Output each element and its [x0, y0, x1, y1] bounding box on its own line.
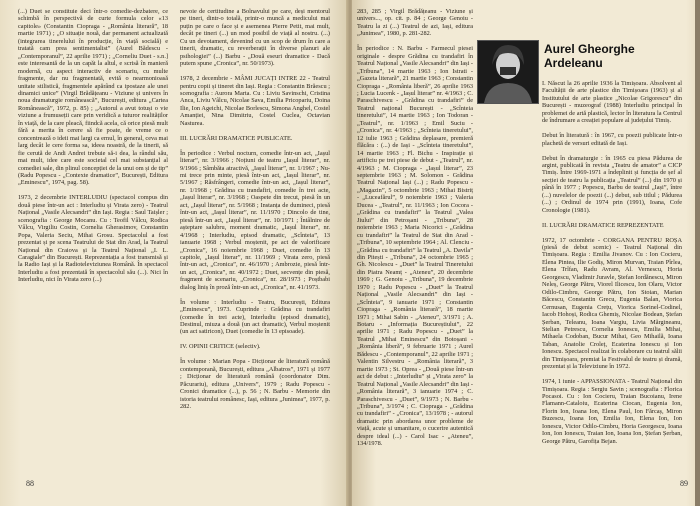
right-page-column-1: 283, 285 ; Virgil Brădățeanu - Viziune și univers..., op. cit. p. 84 ; George Genoiu - Teatru la zi (...) Teatrul de azi, Iași, editura „Junimea”, 1980, p. 281-282. În periodice : N. Barbu - Farmecul piesei originale - despre Grădina cu trandafiri în Teatrul Național „Vasile Alecsandri” din Iași - „Tribuna”, 14 martie 1963 ; Ion Istrati - „Gazeta literară”, 21 martie 1963 ; Constantin Ciopraga - „România liberă”, 26 aprilie 1963 ; Lucia Lucenk - „Iașul literar” nr. 4/1963 ; C. Paraschivescu - „Grădina cu trandafiri” de Teatrul național București - „Scînteia tineretului”, 14 martie 1963 ; Ion Todoran - „Teatrul”, nr. 1/1963 ; Emil Suciu - „Cronica”, nr. 4/1963 ; „Scînteia tineretului”, 12 iulie 1963 ; Grădina deplasare, premieră flăcăra : (...) de Iași - „Scînteia tineretului”, 14 martie 1963 ; Fl. Bichu - Inspirație și artificiu pe trei piese de debut - „Teatrul”, nr. 4/1963 ; M. Ciopraga - „Iașul literar”, 23 septembrie 1963 ; M. Solomon - Grădina Teatrul Național Iași (...) ; Radu Popescu - „Magazin”, 5 octombrie 1963 ; Mihai Bistriț - „Luceafărul”, 9 noiembrie 1963 ; Valeria Ducea - „Teatrul”, nr. 11/1963 ; Ion Cocora - „Grădina cu trandafiri” la Teatrul „Valea Jiului” din Petroșani - „Tribuna”, 28 noiembrie 1963 ; Maria Nicorici - „Grădina cu trandafiri” la Teatrul de Stat din Arad - „Tribuna”, 10 septembrie 1964 ; Al. Clenciu - „Grădina cu trandafiri” la Teatrul „A. Davila” din Pitești - „Tribuna”, 24 octombrie 1965 ; Gh. Nicolescu - „Duet” la Teatrul Tineretului din Piatra Neamț - „Ateneu”, 20 decembrie 1969 ; G. Genoiu - „Tribuna”, 19 decembrie 1970 ; Radu Popescu - „Duet” la Teatrul Național „Vasile Alecsandri” din Iași - „Scînteia”, 9 ianuarie 1971 ; Constantin Ciopraga - „România literară”, 18 martie 1971 ; Mihai Sabin - „Ateneu”, 3/1971 ; A. Botaru - „Informația Bucureștiului”, 22 aprilie 1971 ; Radu Popescu - „Duet” la Teatrul „Mihai Eminescu” din Botoșani - „România liberă”, 9 februarie 1971 ; Aurel Bădescu - „Contemporanul”, 22 aprilie 1971 ; Valentin Silvestru - „România literară”, 3 martie 1973 ; St. Oprea - „Două piese într-un act de debut : „Interludiu” și „Virata zero” la Teatrul Național „Vasile Alecsandri” din Iași - „România literară”, 3 ianuarie 1974 ; C. Paraschivescu - „Duet”, 9/1973 ; N. Barbu - „Tribuna”, 3/1974 ; C. Ciopraga - „Grădina cu trandafiri” - „Cronica”, 13/1978 ; - autorul dramatic prin abordarea unor probleme de viață, acute și umanitare, o cucerire autentică despre ideal (...) - Carol Isac - „Ateneu”, 134/1978.	[357, 8, 474, 448]
page-number-right: 89	[680, 479, 688, 488]
left-page	[0, 0, 348, 506]
left-page-column-1: (...) Duet se constituie deci într-o comedie-dezbatere, ce schimbă în perspectivă de curte formula celor «13 capitole» (Constantin Ciopraga - „România literară”, 18 martie 1971) ; „O situație nouă, dar permanent actualizată (integrarea tinerelului în producție, în viață socială) e tratată cam prea sentimentalist” (Aurel Bădescu - „Contemporanul”, 22 aprilie 1971) ; „Corneliu Duet - s.n.] este interesantă de la un capăt la altul, e scrisă în manieră modernă, cu aspect interactiv de scenariu, cu multe fragmente, dar nu fragmentată, evită o nearmonioasă unitate stilistică, fragmentele apărând ca ipostaze ale unei dinamici unice” (Virgil Brădățeanu - Viziune și univers în noua dramaturgie românească”, București, editura „Cartea Românească”, 1972, p. 85) ; „Autorul a avut totuși o vie viziune a frumuseții care prin veridică a tuturor realităților în viață, de la care pleacă, fiindcă acela, că orice piesă mult fără a merita în cerere să fie poate, de vreme ce o concentrează o ideii mai largi ca ernul, în general, ceva mai larg decât le cere forma sa, ideea noastră, de la tinerii, să fie cerută de Andi Andrei trebuie să-i dea, la rândul său, mai mult, idee care este societal cel mai substanțial al comediei sale, din plinul concepției de la unui om și de tip” (Radu Popescu - „Contexte dramatice”, București, Editura „Eminescu”, 1974, pag. 58). 1973, 2 decembrie INTERLUDIU (spectacol compus din două piese într-un act : Interludiu și Virata zero) - Teatrul Național „Vasile Alecsandri” din Iași. Regia : Saul Taișler ; scenografia : George Mocanu. Cu : Teofil Vâlcu, Rodica Vâlcu, Virgiliu Costin, Cornelia Gherasimov, Constantin Popa, Valeria Seciu, Mihai Grosu. Spectacolul a fost prezentat și pe scena Teatrului de Stat din Arad, la Teatrul Național din Craiova și la Teatrul Național „I. L. Caragiale” din București. Reprezentația a fost transmisă și la Radio Iași și la Radioteleviziunea Română. În spectacol Interludiu a fost prezentată în spectacolul său (...). Nici în Interludiu, nici în Virata zero (...)	[18, 8, 168, 284]
right-page-column-2: I. Născut la 26 aprilie 1936 la Timișoara. Absolvent al Facultății de arte plastice din Timișoara (1963) și al Institutului de arte plastice „Nicolae Grigorescu” din București - muzeograf (1988) Interludiu principal în problemei de artă plastică, lector în literatura la Centrul de îndrumare a creației populare al județului Timiș. Debut în literatură : în 1967, cu poezii publicate într-o plachetă de versuri editată de Iași. Debut în dramaturgie : în 1965 cu piesa Pădurea de argint, publicată în revista „Teatru de amator” a CICP Timiș. Între 1969-1971 a îndeplinit și funcția de șef al secției de teatru la publicația „Teatrul” (...) din 1970 și până în 1977 ; Popescu, Barbu de teatrul „Iași”, între (...) nuvelelor de poezii (...) debut, sub titlul ; Pădurea (...) ; Ordinul de 1974 prin (1991), Ioana, Cofe Cronologie (1981). II. LUCRĂRI DRAMATICE REPREZENTATE 1972, 17 octombrie - CORGANA PENTRU ROȘA (piesă de debut scenic) - Teatrul Național din Timișoara. Regia : Emilia Jivanov. Cu : Ion Cocieru, Elena Pintea, Ilie Godiș, Miron Murvan, Traian Pîrlea, Elena Trîfan, Radu Avram, Al. Vernescu, Horia Georgescu, Vladimir Juravle, Ștefan Iordănescu, Miron Neleș, George Pătru, Viorel Ilicescu, Ion Olaru, Victor Odilo-Cimbru, George Pătru, Ion Stoian, Marian Băcescu, Constantin Grecu, Eugenia Balan, Viorica Cernusan, Eugenia Crețu, Viorica Sorinel-Codinel, Iacob Hohoși, Rodica Ghemiș, Nicolae Bodean, Ștefan Șerban, Teleanu, Ioana Vargiu, Livia Mărgineanu, Stelian Petrescu, Cornelia Ionescu, Emilia Mihai, Mihaela Codoban, Bucur Mihai, Geo Mihailă, Ioana Taban, Anatolie Croleț, Ecaterina Ionescu și Ion Ionescu. Spectacol realizat în colaborare cu teatrul sălii din Timișoara, premiat la Festivalul de teatru și dramă, prezentat și la Televiziune în 1972. 1974, 1 iunie - APPASSIONATA - Teatrul Național din Timișoara. Regia : Sergiu Savin ; scenografia : Florica Pocasoi. Cu : Ion Cocieru, Traian Bucoianu, Irene Flamann-Cataloiu, Ecaterina Ciocan, Eugenia Ion, Florin Ion, Ioana Ion, Elena Paul, Ion Fărcaș, Miron Buzescu, Ioana Ion, Emilia Ion, Elena Ion, Ion Ionescu, Victor Odilo-Cimbru, Horia Georgescu, Ioana Ion, Ion Ionescu, Traian Ion, Ioana Ion, Ștefan Șerban, George Pătru, Garofița Bejan.	[542, 80, 682, 445]
page-number-left: 88	[26, 479, 34, 488]
right-page	[352, 0, 700, 506]
left-page-column-2: nevoie de certitudine a Bolnavului pe care, deși mentorul pe tineri, dintr-o totală, printr-o muncă a medicului mai puțin pe care o face și e asemenea Pierre Petit, mai mult, decât pe tineri (...) un mod posibil de viață al nostru. (...) Cu un devotament, devenind cu un scop de drum în care a tinerii, dramatic, cu reverberații în diverse planuri ale psihologiei” (...) Barbu - „Două eseuri dramatice - Dacă putem spune „Cronica”, nr. 50/1973). 1978, 2 decembrie - MÂMI JUCAȚI INTRE 22 - Teatrul pentru copii și tineret din Iași. Regia : Constantin Brăescu ; scenografia : Aurora Marta. Cu : Liviu Savinschi, Cristina Anca, Liviu Vâlcu, Nicolae Sava, Emilia Pricopariu, Doina Ilie, Ion Ageichi, Nicolae Borlescu, Simona Anghel, Costel Amanției, Nina Dimitriu, Costel Cuclea, Octavian Nasturea. III. LUCRĂRI DRAMATICE PUBLICATE. În periodice : Verbul nocturn, comedie într-un act, „Iașul literar”, nr. 3/1966 ; Noțiuni de teatru „Iașul literar”, nr. 9/1966 ; Sâmbăta atractivă, „Iașul literar”, nr. 1/1967 ; Nu-mi trece prin minte, piesă într-un act, „Iașul literar”, nr. 5/1967 ; Răsfrângeri, comedie într-un act, „Iașul literar”, nr. 1/1968 ; Grădina cu trandafiri, comedie în trei acte, „Iașul literar”, nr. 3/1968 ; Oaspete din trecut, piesă în un act, „Iașul literar”, nr. 5/1968 ; Instanța de dumineci, piesă într-un act, „Iașul literar”, nr. 11/1970 ; Dincolo de tine, piesă într-un act, „Iașul literar”, nr. 10/1971 ; Întâlnire de așteptare salubru, moment dramatic, „Iașul literar”, nr. 4/1968 ; Interludiu, episod dramatic, „Scînteia”, 13 ianuarie 1968 ; Verbul moștenit, pe act de valorificare „Cronica”, 16 noiembrie 1968 ; Duet, comedie în 13 capitole, „Iașul literar”, nr. 11/1969 ; Virata zero, piesă într-un act, „Cronica”, nr. 46/1970 ; Ambrozie, piesă într-un act, „Cronica”, nr. 40/1972 ; Duet, secvențe din piesă, fragment de scenariu, „Cronica”, nr. 28/1973 ; Poștbabi dialog liniș în proză într-un act, „Cronica”, nr. 41/1973. În volume : Interludiu - Teatru, București, Editura „Eminescu”, 1973. Cuprinde : Grădina cu trandafiri (comedie în trei acte), Interludiu (episod dramatic), Destinul, miuza a două (un act dramatic), Verbul moștenit (un act satiricon), Duet (comedie în 13 episoade). IV. OPINII CRITICE (selectiv). În volume : Marian Popa - Dicționar de literatură română contemporană, București, editura „Albatros”, 1971 și 1977 ; Dicționar de literatură română (coordonator Dim. Păcurariu), editura „Univers”, 1979 ; Radu Popescu - Cronici dramatice (...), p. 56 ; N. Barbu - Memorie din istoria teatrului românesc, Iași, editura „Junimea”, 1977, p. 282.	[180, 8, 330, 411]
author-name: Aurel Gheorghe Ardeleanu	[544, 42, 635, 70]
book-page-edge	[695, 0, 700, 506]
author-portrait-photo	[477, 40, 539, 104]
author-portrait-image	[478, 41, 538, 103]
